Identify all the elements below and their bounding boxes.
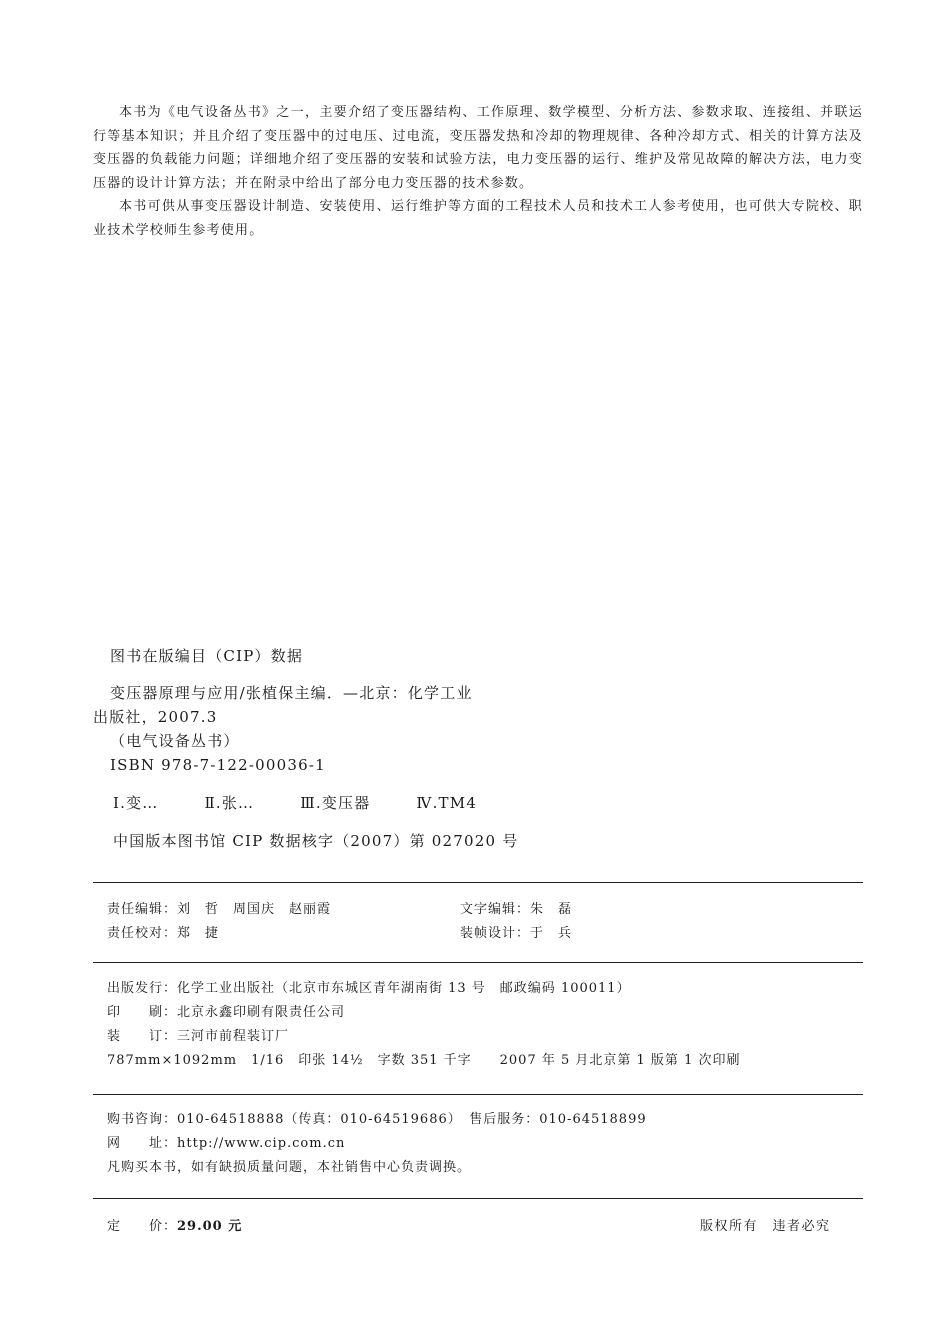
text-editor: 文字编辑：朱 磊: [460, 902, 573, 917]
price-label: 定 价：: [107, 1219, 178, 1234]
publisher: 出版发行：化学工业出版社（北京市东城区青年湖南街 13 号 邮政编码 100011）: [107, 981, 631, 996]
cip-data-block: [93, 643, 573, 853]
abstract-paragraph-1: 本书为《电气设备丛书》之一，主要介绍了变压器结构、工作原理、数学模型、分析方法、参数求取、连接组、并联运行等基本知识；并且介绍了变压器中的过电压、过电流，变压器发热和冷却的物理规律、各种冷却方式、相关的计算方法及变压器的负载能力问题；详细地介绍了变压器的安装和试验方法，电力变压器的运行、维护及常见故障的解决方法，电力变压器的设计计算方法；并在附录中给出了部分电力变压器的技术参数。: [93, 105, 863, 191]
cover-designer: 装帧设计：于 兵: [460, 926, 573, 941]
printer: 印 刷：北京永鑫印刷有限责任公司: [107, 1005, 346, 1020]
print-specs: 787mm×1092mm 1/16 印张 14½ 字数 351 千字 2007 年 5 月北京第 1 版第 1 次印刷: [107, 1053, 741, 1068]
divider-3: [93, 1094, 863, 1095]
cip-entry-line-1: 变压器原理与应用/张植保主编．—北京：化学工业: [110, 684, 473, 702]
quality-notice: 凡购买本书，如有缺损质量问题，本社销售中心负责调换。: [107, 1160, 472, 1175]
divider-1: [93, 882, 863, 883]
price-value: 29.00 元: [177, 1219, 243, 1234]
price: [107, 1215, 242, 1234]
editor-credits-left: [107, 898, 331, 946]
proofreader: 责任校对：郑 捷: [107, 926, 220, 941]
cip-number: 中国版本图书馆 CIP 数据核字（2007）第 027020 号: [113, 832, 519, 850]
cip-title: 图书在版编目（CIP）数据: [110, 647, 304, 665]
copyright-notice: 版权所有 违者必究: [700, 1219, 831, 1234]
responsible-editor: 责任编辑：刘 哲 周国庆 赵丽霞: [107, 902, 332, 917]
cip-series: （电气设备丛书）: [110, 732, 240, 750]
website: 网 址：http://www.cip.com.cn: [107, 1136, 346, 1151]
cip-entry-line-2: 出版社，2007.3: [93, 708, 218, 726]
cip-subjects: [93, 791, 573, 815]
cip-entry: [93, 681, 573, 777]
divider-2: [93, 962, 863, 963]
cip-isbn: ISBN 978-7-122-00036-1: [110, 756, 326, 774]
publication-info: [107, 977, 740, 1073]
cip-subject-4: Ⅳ.TM4: [416, 794, 478, 812]
binder: 装 订：三河市前程装订厂: [107, 1029, 290, 1044]
cip-subject-2: Ⅱ.张…: [204, 794, 255, 812]
abstract-paragraph-2: 本书可供从事变压器设计制造、安装使用、运行维护等方面的工程技术人员和技术工人参考使用，也可供大专院校、职业技术学校师生参考使用。: [93, 199, 863, 238]
divider-4: [93, 1198, 863, 1199]
cip-subject-3: Ⅲ.变压器: [300, 794, 371, 812]
editor-credits-right: [460, 898, 572, 946]
contact-info: [107, 1108, 647, 1180]
purchase-hotline: 购书咨询：010-64518888（传真：010-64519686） 售后服务：010-64518899: [107, 1112, 647, 1127]
cip-subject-1: Ⅰ.变…: [113, 794, 159, 812]
book-abstract: [93, 101, 863, 242]
